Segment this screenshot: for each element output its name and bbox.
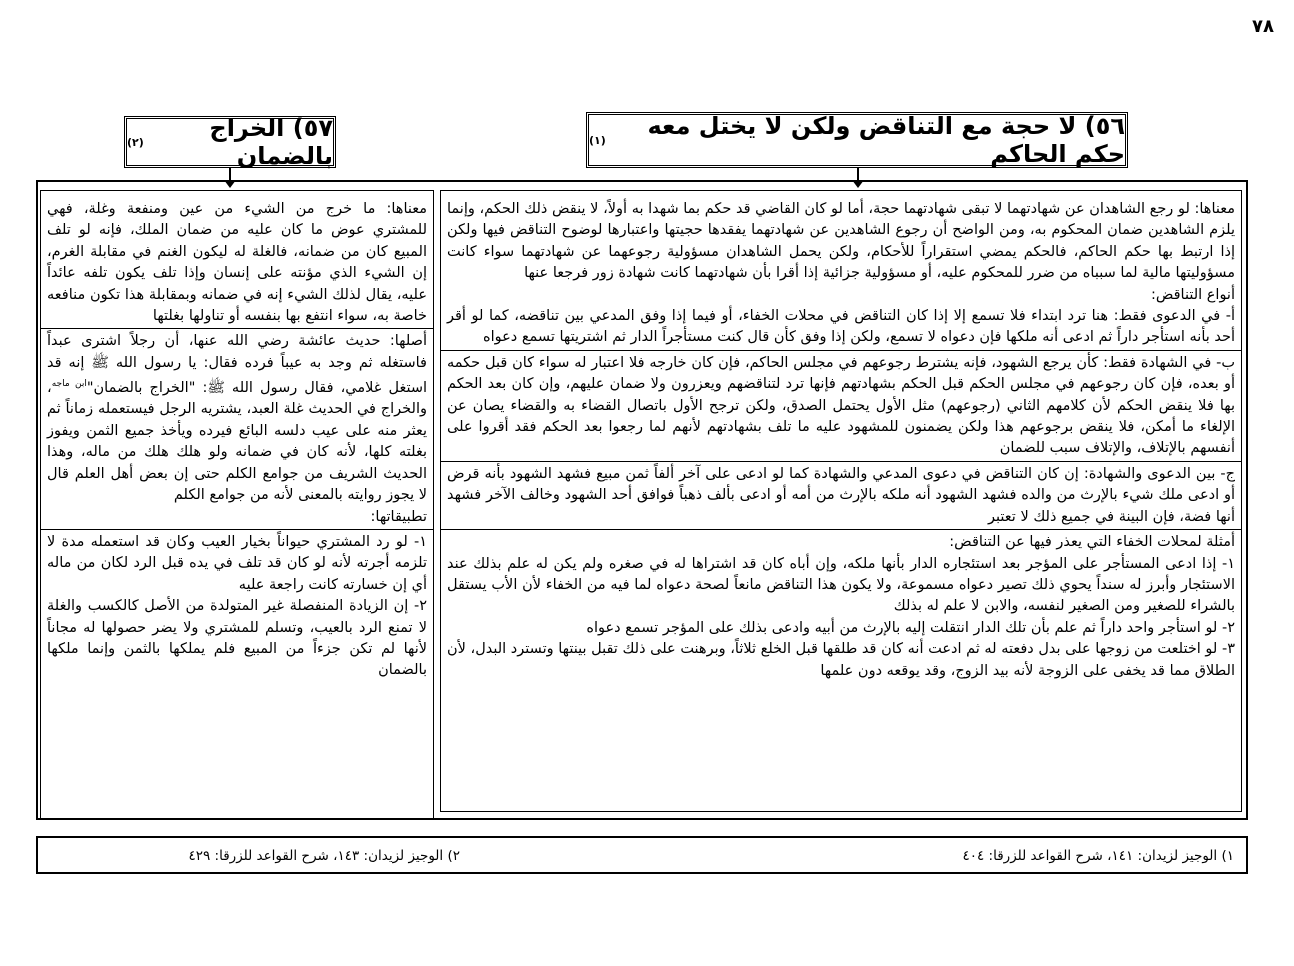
- rule-57-meaning: معناها: ما خرج من الشيء من عين ومنفعة وغلة، فهي للمشتري عوض ما كان عليه من ضمان الملك، فإنه لو تلف المبيع كان من ضمانه، فالغلة له ليكون الغنم في مقابلة الغرم، إن الشيء الذي مؤنته على إنسان وإذا تلف يكون تلفه عائداً عليه، يقال لذلك الشيء إنه في ضمانه وبمقابلة هذا تكون منافعه خاصة به، سواء انتفع بها بنفسه أو تناولها بغلتها: [47, 201, 427, 325]
- rule-57-application-2: ٢- إن الزيادة المنفصلة غير المتولدة من الأصل كالكسب والغلة لا تمنع الرد بالعيب، وتسلم للمشتري ولا يضر حصولها له مجاناً لأنها لم تكن جزءاً من المبيع فلم يملكها بالثمن وإنما ملكها بالضمان: [47, 598, 427, 679]
- rule-57-origin-post: ، والخراج في الحديث غلة العبد، يشتريه الرجل فيستعمله زماناً ثم يعثر منه على عيب دلسه البائع فيرده ويأخذ جميع الثمن ويفوز بغلته كلها، لأنه كان في ضمانه ولو هلك هلك من ماله، وهذا الحديث الشريف من جوامع الكلم حتى إن بعض أهل العلم قال لا يجوز روايته بالمعنى لأنه من جوامع الكلم: [47, 380, 427, 504]
- rule-56-example-1: ١- إذا ادعى المستأجر على المؤجر بعد استئجاره الدار بأنها ملكه، وإن أباه كان قد اشتراها له في صغره ولم يكن له علم بذلك عند الاستئجار وأبرز له سنداً يحوي ذلك تصير دعواه مسموعة، ولا يكون هذا التناقض مانعاً لصحة دعواه لما فيه من الخفاء لأن الأب يستقل بالشراء للصغير ومن الصغير لنفسه، والابن لا علم له بذلك: [447, 555, 1235, 615]
- rule-56-example-3: ٣- لو اختلعت من زوجها على بدل دفعته له ثم ادعت أنه كان قد طلقها قبل الخلع ثلاثاً، وبرهنت على ذلك تقبل بينتها وتسترد البدل، لأن الطلاق مما قد يخفى على الزوجة لأنه بيد الزوج، وقد يوقعه دون علمها: [447, 641, 1235, 679]
- footnote-2: ٢) الوجيز لزيدان: ١٤٣، شرح القواعد للزرقا: ٤٢٩: [188, 848, 460, 864]
- rule-56-type-a: أ- في الدعوى فقط: هنا ترد ابتداء فلا تسمع إلا إذا كان التناقض في محلات الخفاء، أو فيما إذا وفق المدعي بين تناقضه، كما لو أقر أحد بأنه استأجر داراً ثم ادعى أنه ملكها فإن دعواه لا تسمع، ولكن إذا وفق كأن قال كنت مستأجراً الدار ثم اشتريتها تسمع دعواه: [447, 308, 1235, 346]
- rule-57-origin: [47, 331, 427, 506]
- rule-56-example-2: ٢- لو استأجر واحد داراً ثم علم بأن تلك الدار انتقلت إليه بالإرث من أبيه وادعى بذلك على المؤجر تسمع دعواه: [586, 619, 1235, 636]
- footnotes-box: [36, 836, 1248, 874]
- rule-56-types-heading: أنواع التناقض:: [1150, 286, 1235, 303]
- rule-57-origin-citation: ابن ماجه: [51, 379, 87, 390]
- rule-56-examples-heading: أمثلة لمحلات الخفاء التي يعذر فيها عن التناقض:: [949, 534, 1235, 551]
- rule-56-arrow-icon: [857, 168, 859, 180]
- rule-57-title-box: [124, 116, 336, 168]
- rule-57-origin-pre: أصلها: حديث عائشة رضي الله عنها، أن رجلاً اشترى عبداً فاستغله ثم وجد به عيباً فرده فقال: يا رسول الله ﷺ إنه قد استغل غلامي، فقال رسول الله ﷺ: "الخراج بالضمان": [47, 333, 428, 397]
- footnote-1: ١) الوجيز لزيدان: ١٤١، شرح القواعد للزرقا: ٤٠٤: [962, 848, 1234, 864]
- divider: [441, 529, 1241, 530]
- rule-57-application-1: ١- لو رد المشتري حيواناً بخيار العيب وكان قد استعمله مدة لا تلزمه أجرته لأنه لو كان قد تلف في يده قبل الرد لكان من ماله أي إن خسارته كانت راجعة عليه: [47, 533, 427, 593]
- divider: [41, 529, 433, 530]
- divider: [441, 461, 1241, 462]
- rule-56-title-box: [586, 112, 1128, 168]
- rule-56-footnote-ref: (١): [589, 133, 606, 147]
- rule-57-applications-heading: تطبيقاتها:: [370, 508, 427, 525]
- divider: [41, 328, 433, 329]
- rule-57-footnote-ref: (٢): [127, 135, 144, 149]
- rule-56-meaning: معناها: لو رجع الشاهدان عن شهادتهما لا تبقى شهادتهما حجة، أما لو كان القاضي قد حكم بما شهدا به أولاً، لا ينقض ذلك الحكم، وإنما يلزم الشاهدين ضمان المحكوم به، ومن الواضح أن رجوع الشاهدين عن شهادتهما يفقدها حجيتها واعتبارها لوضوح التناقض فيها ولكن إذا ارتبط بها حكم الحاكم، فالحكم يمضي استقراراً للأحكام، ولكن يحمل الشاهدان مسؤولية رجوعهما عن شهادتهما سواء كانت مسؤوليتها مالية لما سبباه من ضرر للمحكوم عليه، أو مسؤولية جزائية إذا أقرا بأن شهادتهما كانت شهادة زور فرجعا عنها: [447, 201, 1235, 282]
- rule-56-column: [440, 190, 1242, 812]
- divider: [441, 350, 1241, 351]
- rule-57-column: [40, 190, 434, 820]
- page-number: ٧٨: [1252, 16, 1274, 37]
- rule-56-type-c: ج- بين الدعوى والشهادة: إن كان التناقض في دعوى المدعي والشهادة كما لو ادعى على آخر ألفاً ثمن مبيع فشهد الشهود بأنه قرض أو ادعى ملك شيء بالإرث من والده فشهد الشهود أنه ملكه بالإرث من أمه أو ادعى بألف ذهباً فوافق أحد الشهود وخالف الآخر فشهد أنها فضة، فإن البينة في جميع ذلك لا تعتبر: [447, 465, 1235, 525]
- rule-56-title: ٥٦) لا حجة مع التناقض ولكن لا يختل معه حكم الحاكم: [647, 112, 1125, 168]
- rule-57-title: ٥٧) الخراج بالضمان: [209, 114, 333, 170]
- rule-57-arrow-icon: [229, 168, 231, 180]
- rule-56-type-b: ب- في الشهادة فقط: كأن يرجع الشهود، فإنه يشترط رجوعهم في مجلس الحاكم، فإن كان خارجه فلا اعتبار له سواء كان قبل حكمه أو بعده، فإن كان رجوعهم في مجلس الحكم قبل الحكم بشهادتهم فإنها ترد لتناقضهم ويعزرون ولا ضمان عليهم، وإن كان بعد الحكم بها فلا ينقض الحكم لأن كلامهم الثاني (رجوعهم) مثل الأول يحتمل الصدق، ولكن ترجح الأول باتصال القضاء به والقضاء يصان عن الإلغاء ما أمكن، فلا ينقض برجوعهم هذا ولكن يضمنون للمشهود عليه ما تلف بشهادتهم لأنهم لما رجعوا بعد الحكم فقد أقروا على أنفسهم بالإتلاف، والإتلاف سبب للضمان: [447, 354, 1235, 457]
